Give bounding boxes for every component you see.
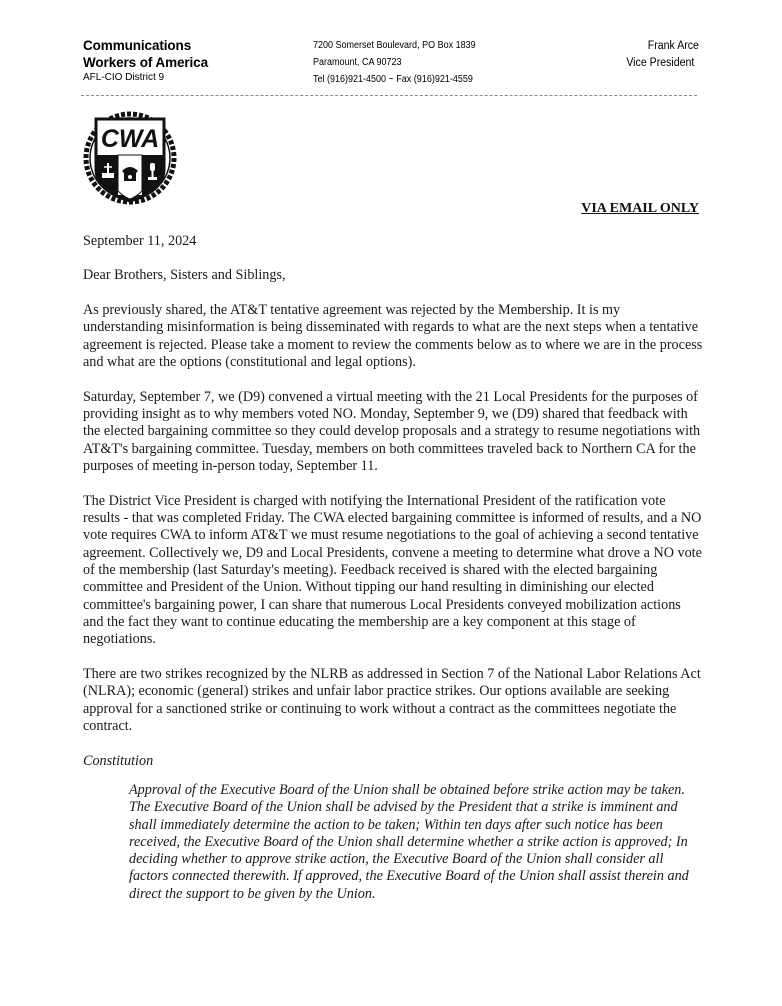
constitution-quote: Approval of the Executive Board of the Union shall be obtained before strike action may be taken. The Executive Board of the Union shall be advised by the President that a strike is imminent and shall immediately determine the action to be taken; Within ten days after such notice has been received, the Executive Board of the Union shall determine whether a strike action is approved; In deciding whether to approve strike action, the Executive Board of the Union shall consider all factors connected therewith. If approved, the Executive Board of the Union shall assist therein and direct the support to be given by the Union. — [129, 781, 689, 902]
letterhead-organization — [83, 37, 208, 85]
org-name-line1: Communications — [83, 38, 192, 53]
letterhead-address — [313, 39, 476, 90]
salutation: Dear Brothers, Sisters and Siblings, — [83, 267, 286, 284]
cwa-shield-logo-icon — [82, 111, 178, 205]
paragraph: There are two strikes recognized by the NLRB as addressed in Section 7 of the National Labor Relations Act (NLRA); economic (general) strikes and unfair labor practice strikes. Our options available are seeking approval for a sanctioned strike or continuing to work without a contract as the committees negotiate the contract. — [83, 665, 701, 734]
svg-text:CWA: CWA — [100, 125, 160, 153]
letter-body — [83, 233, 703, 921]
officer-name: Frank Arce — [647, 40, 699, 52]
letter-date: September 11, 2024 — [83, 233, 197, 249]
address-phone-fax: Tel (916)921-4500 ~ Fax (916)921-4559 — [313, 74, 473, 85]
letterhead-divider — [81, 95, 697, 96]
address-street: 7200 Somerset Boulevard, PO Box 1839 — [313, 40, 476, 51]
org-name-line2: Workers of America — [83, 55, 208, 70]
paragraph: Saturday, September 7, we (D9) convened a virtual meeting with the 21 Local Presidents for the purposes of providing insight as to why members voted NO. Monday, September 9, we (D9) shared that feedback with the elected bargaining committee so they could develop proposals and a strategy to resume negotiations with AT&T's bargaining committee. Tuesday, members on both committees traveled back to Northern CA for the purposes of meeting in-person today, September 11. — [83, 388, 701, 474]
address-city: Paramount, CA 90723 — [313, 57, 402, 68]
section-heading: Constitution — [83, 752, 154, 769]
org-district: AFL-CIO District 9 — [83, 72, 165, 83]
delivery-note: VIA EMAIL ONLY — [581, 201, 699, 216]
officer-title: Vice President — [626, 57, 695, 69]
paragraph: The District Vice President is charged with notifying the International President of the ratification vote results - that was completed Friday. The CWA elected bargaining committee is informed of results, and a NO vote requires CWA to inform AT&T we must resume negotiations to the goal of achieving a second tentative agreement. Collectively we, D9 and Local Presidents, convene a meeting to determine what drove a NO vote of the membership (last Saturday's meeting). Feedback received is shared with the elected bargaining committee and President of the Union. Without tipping our hand resulting in diminishing our elected committee's bargaining power, I can share that numerous Local Presidents conveyed mobilization actions and the fact they want to continue educating the membership are a key component at this stage of negotiations. — [83, 492, 702, 648]
paragraph: As previously shared, the AT&T tentative agreement was rejected by the Membership. It is my understanding misinformation is being disseminated with regards to what are the next steps when a tentative agreement is rejected. Please take a moment to review the comments below as to where we are in the process and what are the options (constitutional and legal options). — [83, 302, 703, 370]
letterhead-officer — [626, 39, 699, 73]
